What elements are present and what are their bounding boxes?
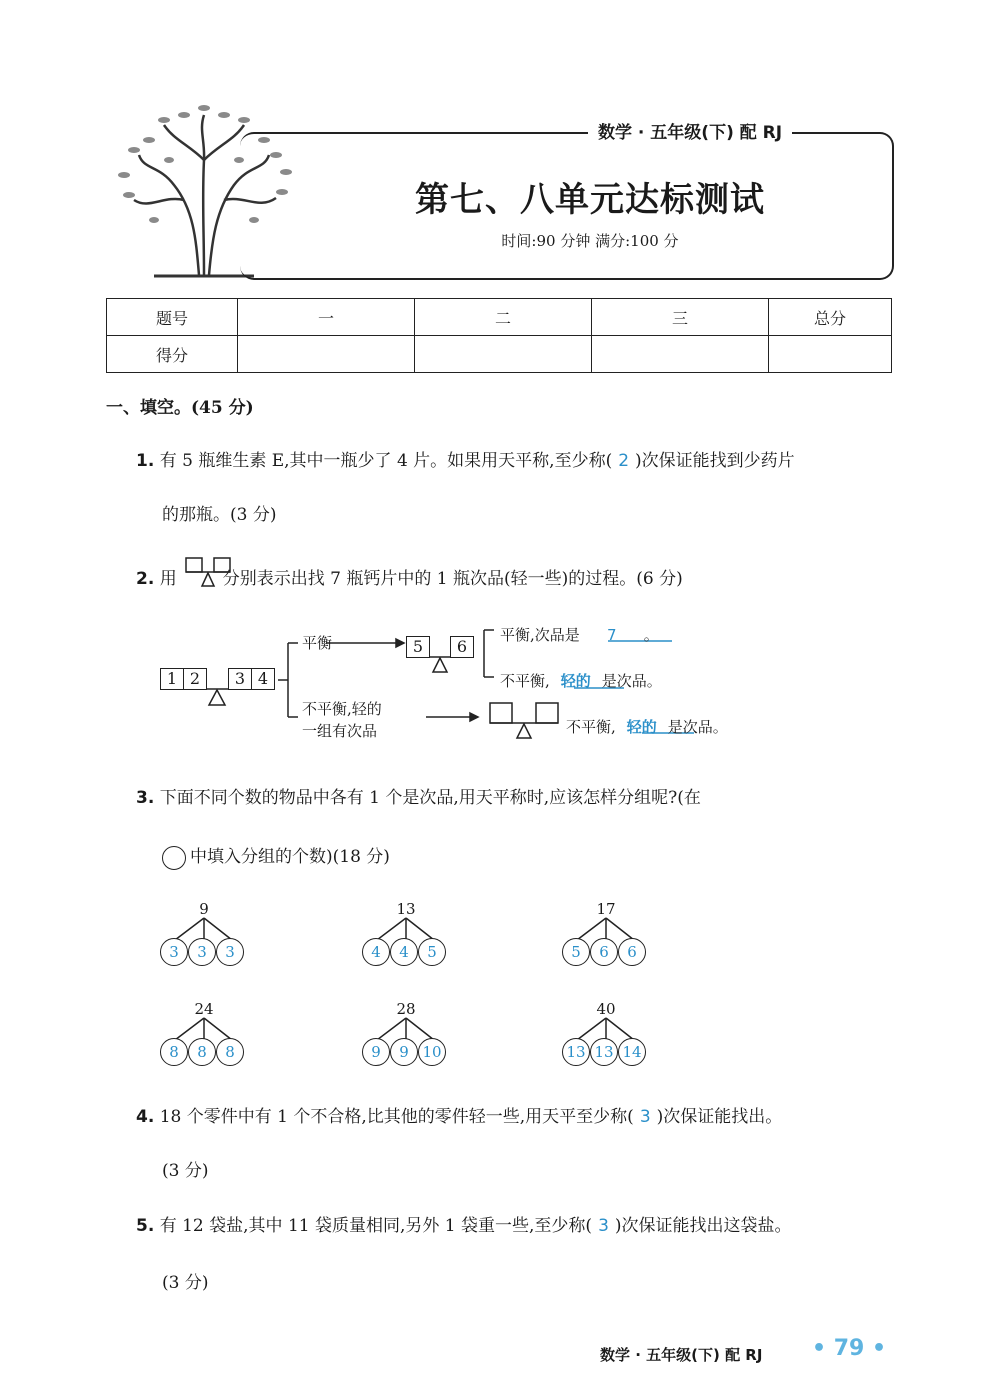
table-cell: 题号	[107, 299, 238, 336]
item-box: 4	[251, 668, 275, 690]
grouping-item	[160, 900, 260, 970]
answer: 轻的	[560, 672, 591, 690]
result-text	[500, 624, 659, 645]
group-part-circle: 3	[188, 938, 216, 966]
question-number: 4.	[136, 1107, 155, 1127]
table-cell: 得分	[107, 336, 238, 373]
item-box: 3	[228, 668, 252, 690]
grouping-item	[362, 1000, 462, 1070]
score-input-cell[interactable]	[415, 336, 592, 373]
question-number: 3.	[136, 788, 155, 808]
item-box: 1	[160, 668, 184, 690]
circle-icon	[162, 846, 186, 870]
group-total: 13	[396, 900, 416, 918]
score-input-cell[interactable]	[592, 336, 769, 373]
group-part-circle: 4	[362, 938, 390, 966]
question-number: 5.	[136, 1216, 155, 1236]
table-cell: 一	[238, 299, 415, 336]
group-part-circle: 8	[216, 1038, 244, 1066]
item-box: 5	[406, 636, 430, 658]
group-part-circle: 13	[590, 1038, 618, 1066]
result-label: 。	[643, 626, 659, 644]
question-text: 有 12 袋盐,其中 11 袋质量相同,另外 1 袋重一些,至少称(	[159, 1216, 593, 1236]
table-row	[107, 336, 892, 373]
question-text: (3 分)	[162, 1273, 209, 1293]
question-3	[136, 783, 701, 808]
group-part-circle: 8	[160, 1038, 188, 1066]
result-text	[566, 716, 728, 737]
exam-title: 第七、八单元达标测试	[415, 180, 765, 220]
question-text: 的那瓶。(3 分)	[162, 505, 277, 525]
question-3-line-2	[162, 842, 390, 870]
question-text: 分别表示出找 7 瓶钙片中的 1 瓶次品(轻一些)的过程。(6 分)	[222, 569, 683, 589]
score-table	[106, 298, 892, 373]
table-cell: 二	[415, 299, 592, 336]
result-label: 平衡,次品是	[500, 626, 580, 644]
question-text: 下面不同个数的物品中各有 1 个是次品,用天平称时,应该怎样分组呢?(在	[159, 788, 701, 808]
group-part-circle: 10	[418, 1038, 446, 1066]
group-part-circle: 3	[160, 938, 188, 966]
grouping-item	[562, 1000, 662, 1070]
question-text: )次保证能找到少药片	[635, 451, 795, 471]
question-text: 18 个零件中有 1 个不合格,比其他的零件轻一些,用天平至少称(	[159, 1107, 634, 1127]
section-heading: 一、填空。(45 分)	[106, 398, 254, 418]
answer: 3	[598, 1216, 609, 1236]
question-text: (3 分)	[162, 1161, 209, 1181]
group-part-circle: 14	[618, 1038, 646, 1066]
result-label: 是次品。	[667, 718, 728, 736]
group-part-circle: 8	[188, 1038, 216, 1066]
group-total: 17	[596, 900, 616, 918]
subject-tag: 数学 · 五年级(下) 配 RJ	[588, 118, 792, 143]
table-cell: 总分	[769, 299, 892, 336]
score-input-cell[interactable]	[769, 336, 892, 373]
answer: 轻的	[626, 718, 657, 736]
question-number: 1.	[136, 451, 155, 471]
grouping-item	[562, 900, 662, 970]
question-text: 有 5 瓶维生素 E,其中一瓶少了 4 片。如果用天平称,至少称(	[159, 451, 613, 471]
question-text: )次保证能找出。	[656, 1107, 783, 1127]
page-number-value: 79	[833, 1336, 865, 1361]
group-part-circle: 5	[562, 938, 590, 966]
answer: 3	[639, 1107, 651, 1127]
table-row	[107, 299, 892, 336]
exam-meta: 时间:90 分钟 满分:100 分	[501, 232, 679, 250]
branch-label: 一组有次品	[302, 722, 378, 740]
item-box: 2	[183, 668, 207, 690]
grouping-item	[362, 900, 462, 970]
group-part-circle: 5	[418, 938, 446, 966]
result-label: 是次品。	[601, 672, 662, 690]
result-text	[500, 670, 662, 691]
item-box: 6	[450, 636, 474, 658]
group-total: 28	[396, 1000, 416, 1018]
group-part-circle: 3	[216, 938, 244, 966]
group-total: 9	[199, 900, 209, 918]
score-input-cell[interactable]	[238, 336, 415, 373]
group-total: 40	[596, 1000, 616, 1018]
group-part-circle: 9	[390, 1038, 418, 1066]
group-total: 24	[194, 1000, 214, 1018]
question-text: 用	[159, 569, 177, 589]
answer: 7	[607, 626, 617, 644]
question-number: 2.	[136, 569, 155, 589]
result-label: 不平衡,	[566, 718, 616, 736]
group-part-circle: 6	[618, 938, 646, 966]
table-cell: 三	[592, 299, 769, 336]
question-text: )次保证能找出这袋盐。	[614, 1216, 792, 1236]
branch-label: 不平衡,轻的	[302, 700, 382, 718]
balance-icon	[184, 556, 232, 590]
group-part-circle: 4	[390, 938, 418, 966]
page-number: • 79 •	[812, 1336, 887, 1361]
branch-label: 平衡	[302, 634, 333, 652]
footer-subject: 数学 · 五年级(下) 配 RJ	[600, 1346, 763, 1364]
group-part-circle: 9	[362, 1038, 390, 1066]
result-label: 不平衡,	[500, 672, 550, 690]
question-5	[136, 1211, 792, 1236]
grouping-item	[160, 1000, 260, 1070]
question-text: 中填入分组的个数)(18 分)	[190, 847, 390, 867]
group-part-circle: 6	[590, 938, 618, 966]
group-part-circle: 13	[562, 1038, 590, 1066]
question-1	[136, 446, 795, 471]
answer: 2	[618, 451, 630, 471]
question-4	[136, 1102, 782, 1127]
